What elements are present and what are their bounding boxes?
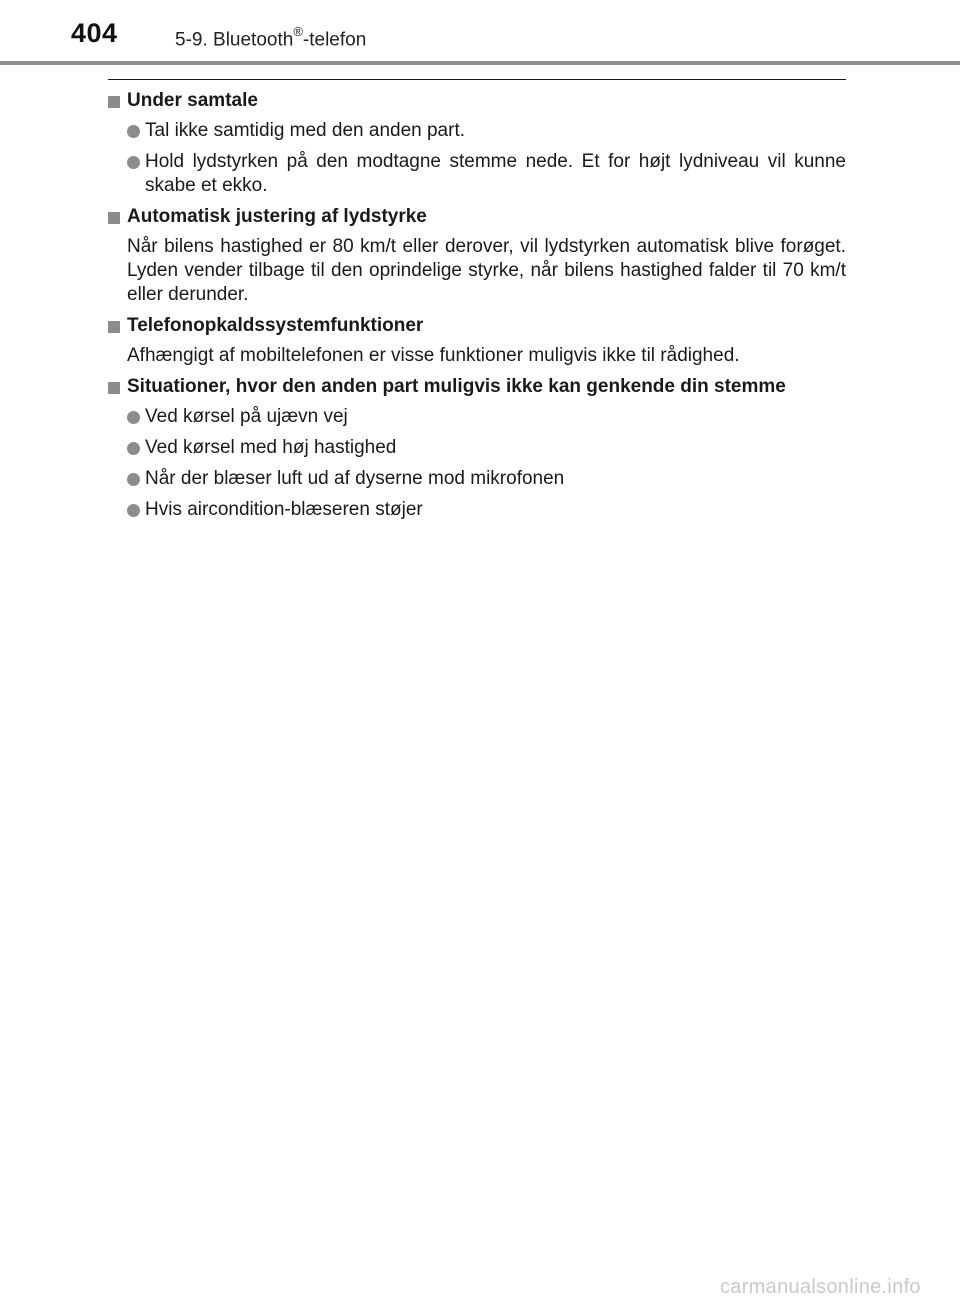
paragraph: Afhængigt af mobiltelefonen er visse funktioner muligvis ikke til rådighed. xyxy=(127,345,740,366)
heading-text: Situationer, hvor den anden part muligvis ikke kan genkende din stemme xyxy=(127,376,786,397)
square-bullet-icon xyxy=(108,321,120,333)
section-heading-under-samtale xyxy=(108,89,846,113)
paragraph: Når bilens hastighed er 80 km/t eller derover, vil lydstyrken automatisk blive forøget. Lyden vender tilbage til den oprindelige styrke, når bilens hastighed falder til 70 km/t eller derunder. xyxy=(127,236,846,305)
list-item-text: Hold lydstyrken på den modtagne stemme nede. Et for højt lydniveau vil kunne skabe et ekko. xyxy=(145,151,846,196)
top-rule xyxy=(108,79,846,80)
circle-bullet-icon xyxy=(127,504,140,517)
square-bullet-icon xyxy=(108,96,120,108)
list-item xyxy=(108,150,846,198)
list-item xyxy=(108,436,846,460)
registered-mark: ® xyxy=(293,24,303,39)
list-item xyxy=(108,498,846,522)
list-item-text: Ved kørsel på ujævn vej xyxy=(145,406,348,427)
list-item-text: Hvis aircondition-blæseren støjer xyxy=(145,499,423,520)
watermark-link[interactable]: carmanualsonline.info xyxy=(720,1276,921,1298)
section-title-prefix: 5-9. Bluetooth xyxy=(175,29,294,51)
heading-text: Telefonopkaldssystemfunktioner xyxy=(127,315,424,336)
heading-text: Automatisk justering af lydstyrke xyxy=(127,206,427,227)
section-title-suffix: -telefon xyxy=(302,29,367,51)
square-bullet-icon xyxy=(108,212,120,224)
page-header xyxy=(0,0,960,62)
heading-text: Under samtale xyxy=(127,90,258,111)
list-item xyxy=(108,405,846,429)
circle-bullet-icon xyxy=(127,442,140,455)
list-item xyxy=(108,119,846,143)
list-item xyxy=(108,467,846,491)
circle-bullet-icon xyxy=(127,125,140,138)
square-bullet-icon xyxy=(108,382,120,394)
list-item-text: Når der blæser luft ud af dyserne mod mikrofonen xyxy=(145,468,565,489)
list-item-text: Ved kørsel med høj hastighed xyxy=(145,437,397,458)
circle-bullet-icon xyxy=(127,473,140,486)
section-heading-situationer xyxy=(108,375,846,399)
circle-bullet-icon xyxy=(127,156,140,169)
section-heading-lydstyrke xyxy=(108,205,846,229)
section-heading-systemfunktioner xyxy=(108,314,846,338)
section-title xyxy=(175,26,366,51)
page-content xyxy=(108,89,846,529)
header-bar xyxy=(0,61,960,65)
circle-bullet-icon xyxy=(127,411,140,424)
list-item-text: Tal ikke samtidig med den anden part. xyxy=(145,120,466,141)
page-number: 404 xyxy=(71,18,118,48)
